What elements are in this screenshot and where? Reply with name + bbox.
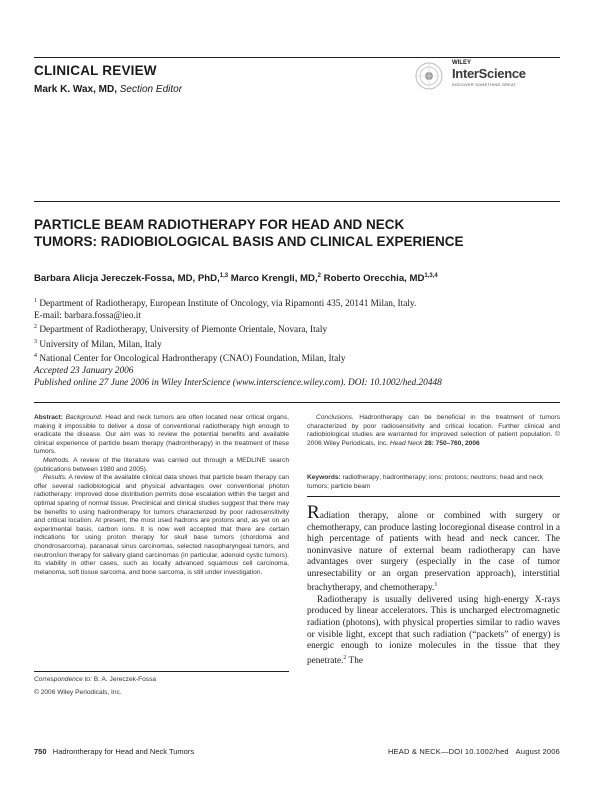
- abstract-conclusions: [307, 414, 560, 448]
- affil-sup: 2: [34, 324, 37, 331]
- affil-text: National Center for Oncological Hadrontherapy (CNAO) Foundation, Milan, Italy: [39, 354, 346, 365]
- header-rule: [34, 57, 560, 58]
- logo-wiley: WILEY: [452, 60, 471, 66]
- accepted-date: Accepted 23 January 2006: [34, 366, 134, 376]
- abstract-methods: [34, 457, 289, 474]
- editor-role: Section Editor: [119, 84, 183, 95]
- author-affil-sup: 1,3: [219, 273, 229, 279]
- affiliation-email[interactable]: [34, 311, 560, 323]
- correspondence-copyright: © 2006 Wiley Periodicals, Inc.: [34, 688, 122, 696]
- affil-sup: 3: [34, 338, 37, 345]
- abstract-right-column: [307, 414, 560, 448]
- author-affil-sup: 2: [317, 273, 321, 279]
- keywords: [307, 474, 560, 491]
- affil-text: University of Milan, Milan, Italy: [39, 339, 162, 350]
- methods-label: Methods.: [43, 456, 71, 464]
- conclusions-text: Hadrontherapy can be beneficial in the treatment of tumors characterized by poor radiosensitivity and critical location. Further clinical and radiobiological studies are warranted for improved selection of patient population.: [307, 414, 560, 439]
- title-rule: [34, 201, 560, 202]
- editor-name: Mark K. Wax, MD,: [34, 84, 117, 95]
- reference-sup[interactable]: 2: [343, 654, 347, 661]
- footer-right: [388, 747, 560, 756]
- correspondence-line: [34, 676, 289, 685]
- paragraph-text: The: [348, 655, 364, 666]
- background-label: Background.: [65, 414, 103, 421]
- abstract-rule: [34, 402, 560, 403]
- reference-sup[interactable]: 1: [434, 582, 438, 589]
- article-title: PARTICLE BEAM RADIOTHERAPY FOR HEAD AND NECK TUMORS: RADIOBIOLOGICAL BASIS AND CLINICAL EXPERIENCE: [34, 217, 464, 249]
- body-paragraph: [307, 595, 560, 667]
- keywords-label: Keywords:: [307, 474, 341, 481]
- section-editor: [34, 84, 182, 95]
- affiliation: [34, 351, 560, 366]
- abstract-left-column: [34, 414, 289, 577]
- author-name: Marco Krengli, MD,: [230, 273, 318, 285]
- results-text: A review of the available clinical data shows that particle beam therapy can offer several radiobiological and physical advantages over conventional photon radiotherapy: improved dose distribution permits dose escalation within the target and optimal sparing of normal tissue. Preclinical and clinical studies suggest that there may be benefits to using hadrontherapy for tumors characterized by poor radiosensitivity and critical location. At present, the most used hadrons are protons and, as yet on an experimental basis, carbon ions. It is now well accepted that there are certain indications for using proton therapy for skull base tumors (chordoma and chondrosarcoma), paranasal sinus carcinomas, selected nasopharyngeal tumors, and neutron/ion therapy for salivary gland carcinomas (in particular, adenoid cystic tumors). Its viability in other cases, such as locally advanced squamous cell carcinoma, melanoma, soft tissue sarcoma, and bone sarcoma, is still under investigation.: [34, 474, 290, 576]
- results-label: Results.: [43, 474, 67, 482]
- affiliation: [34, 337, 560, 352]
- affil-sup: 4: [34, 353, 37, 360]
- section-title: CLINICAL REVIEW: [34, 63, 157, 78]
- methods-text: A review of the literature was carried out through a MEDLINE search (publications between 1980 and 2005).: [34, 456, 290, 473]
- paragraph-text: adiation therapy, alone or combined with surgery or chemotherapy, can produce lasting locoregional disease control in a high percentage of patients with head and neck cancer. The noninvasive nature of external beam radiotherapy can have advantages over surgery (especially in the case of tumor unresectability or an organ preservation approach), interstitial brachytherapy, and chemotherapy.: [307, 511, 560, 594]
- logo-tagline: DISCOVER SOMETHING GREAT: [452, 83, 517, 87]
- correspondence-block: [34, 671, 289, 701]
- abstract-label: Abstract:: [34, 414, 63, 421]
- keywords-text: radiotherapy; hadrontherapy; ions; protons; neutrons; head and neck tumors; particle beam: [307, 474, 544, 490]
- citation-details: 28: 750–760, 2006: [424, 439, 480, 447]
- author-list: [34, 273, 560, 284]
- affiliation: [34, 322, 560, 337]
- interscience-emblem-icon: [408, 60, 450, 92]
- citation-journal: Head Neck: [389, 439, 423, 447]
- issue-date: August 2006: [515, 747, 560, 756]
- paragraph-text: Radiotherapy is usually delivered using high-energy X-rays produced by linear accelerators. This is uncharged electromagnetic radiation (photons), with physical properties similar to radio waves or visible light, except that such radiation (“packets” of energy) is energic enough to ionize molecules in the tissue that they penetrate.: [307, 594, 560, 666]
- body-rule: [307, 496, 560, 497]
- correspondence-name: B. A. Jereczek-Fossa: [93, 676, 157, 683]
- author-name: Barbara Alicja Jereczek-Fossa, MD, PhD,: [34, 273, 220, 285]
- author-affil-sup: 1,3,4: [424, 273, 438, 279]
- footer-left: [34, 747, 194, 756]
- publication-dates: [34, 366, 560, 389]
- published-online: Published online 27 June 2006 in Wiley InterScience (www.interscience.wiley.com). DOI: 10.1002/hed.20448: [34, 377, 442, 388]
- page-number: 750: [34, 747, 47, 756]
- body-paragraph: [307, 502, 560, 595]
- affil-text: Department of Radiotherapy, European Institute of Oncology, via Ripamonti 435, 20141 Milan, Italy.: [39, 299, 417, 310]
- journal-doi: HEAD & NECK—DOI 10.1002/hed: [387, 747, 509, 756]
- interscience-logo[interactable]: [408, 60, 538, 92]
- conclusions-label: Conclusions.: [316, 414, 354, 421]
- author-name: Roberto Orecchia, MD: [323, 273, 425, 285]
- body-text: [307, 502, 560, 667]
- affil-sup: 1: [34, 298, 37, 304]
- affil-text: Department of Radiotherapy, University of Piemonte Orientale, Novara, Italy: [39, 325, 328, 336]
- affil-text[interactable]: E-mail: barbara.fossa@ieo.it: [34, 310, 141, 321]
- correspondence-label: Correspondence to:: [34, 676, 92, 683]
- affiliations: [34, 296, 560, 366]
- affiliation: [34, 296, 560, 311]
- abstract-results: [34, 474, 289, 577]
- background-text: Head and neck tumors are often located near critical organs, making it impossible to deliver a dose of conventional radiotherapy high enough to eradicate the disease. Our aim was to review the potential benefits and available clinical experience of particle beam therapy (hadrontherapy) in the treatment of these tumors.: [34, 414, 289, 456]
- abstract-background: [34, 414, 289, 457]
- abstract-copyright: © 2006 Wiley Periodicals, Inc.: [307, 431, 560, 447]
- logo-name: InterScience: [452, 66, 526, 81]
- running-title: Hadrontherapy for Head and Neck Tumors: [52, 747, 195, 756]
- drop-cap: R: [307, 502, 320, 523]
